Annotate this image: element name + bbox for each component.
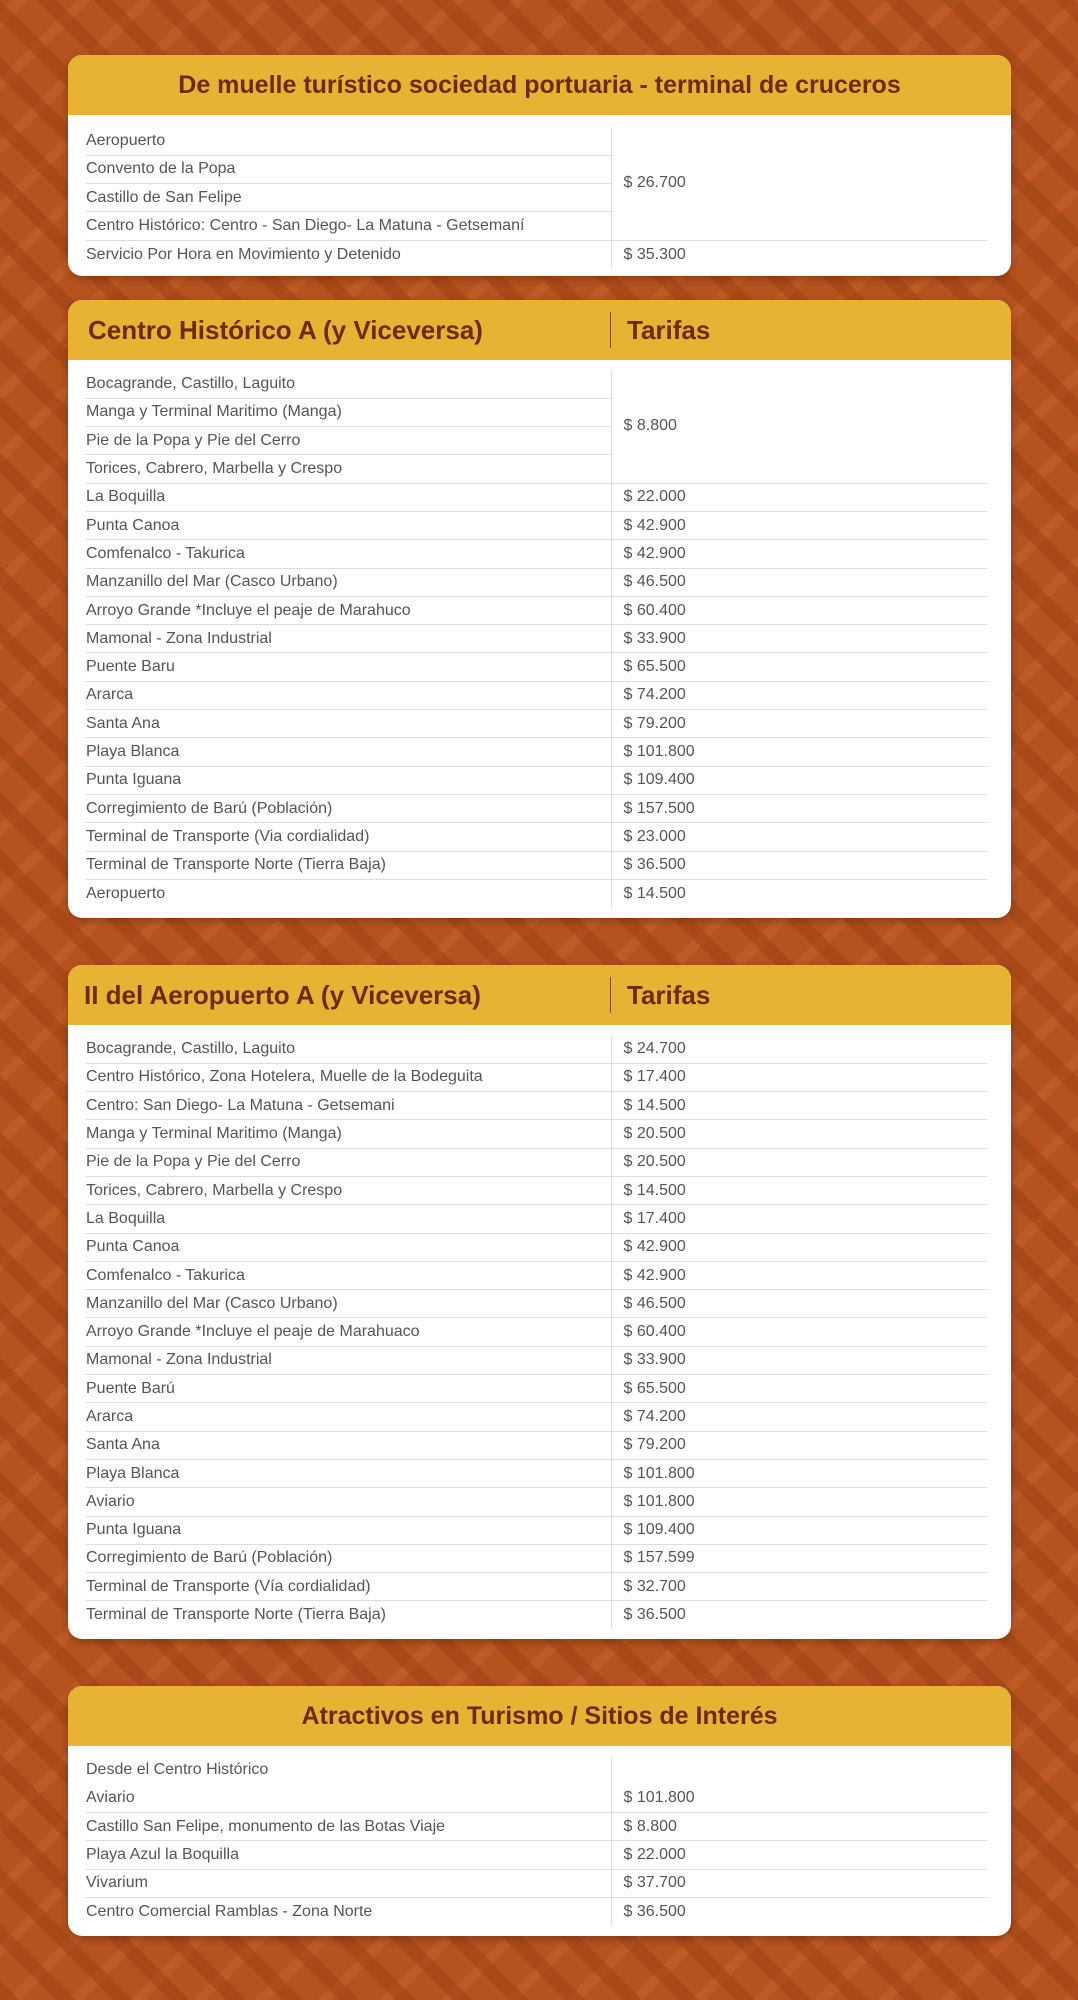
place-price: $ 157.599 bbox=[611, 1544, 987, 1572]
table-row bbox=[86, 511, 987, 539]
table-row bbox=[86, 540, 987, 568]
table-row bbox=[86, 1233, 987, 1261]
place-name: Manzanillo del Mar (Casco Urbano) bbox=[86, 1290, 611, 1318]
place-name: Terminal de Transporte Norte (Tierra Baja) bbox=[86, 851, 611, 879]
place-price: $ 20.500 bbox=[611, 1120, 987, 1148]
cruise-terminal-card bbox=[68, 55, 1011, 276]
place-name: Vivarium bbox=[86, 1869, 611, 1897]
place-name: Mamonal - Zona Industrial bbox=[86, 625, 611, 653]
place-price: $ 35.300 bbox=[623, 245, 686, 263]
place-price: $ 23.000 bbox=[611, 823, 987, 851]
place-name: Arroyo Grande *Incluye el peaje de Marahuaco bbox=[86, 1318, 611, 1346]
table-row bbox=[86, 1375, 987, 1403]
place-price: $ 46.500 bbox=[611, 1290, 987, 1318]
historic-center-header bbox=[68, 300, 1011, 360]
place-name: Punta Iguana bbox=[86, 766, 611, 794]
table-row bbox=[86, 625, 987, 653]
table-row bbox=[86, 483, 987, 511]
place-name: Playa Azul la Boquilla bbox=[86, 1841, 611, 1869]
table-row bbox=[86, 1318, 987, 1346]
table-row bbox=[86, 1176, 987, 1204]
place-name: Playa Blanca bbox=[86, 738, 611, 766]
table-row bbox=[86, 1148, 987, 1176]
place-name: La Boquilla bbox=[86, 1205, 611, 1233]
place-name: Centro Histórico: Centro - San Diego- La Matuna - Getsemaní bbox=[86, 212, 611, 240]
table-row bbox=[86, 1897, 987, 1925]
place-price: $ 20.500 bbox=[611, 1148, 987, 1176]
cruise-terminal-header bbox=[68, 55, 1011, 115]
table-row bbox=[86, 1544, 987, 1572]
table-row bbox=[86, 568, 987, 596]
airport-card bbox=[68, 965, 1011, 1639]
place-name: Centro Comercial Ramblas - Zona Norte bbox=[86, 1897, 611, 1925]
place-price: $ 42.900 bbox=[611, 1261, 987, 1289]
place-name: Bocagrande, Castillo, Laguito bbox=[86, 1035, 611, 1063]
place-name: Mamonal - Zona Industrial bbox=[86, 1346, 611, 1374]
tourism-title: Atractivos en Turismo / Sitios de Interés bbox=[301, 1701, 778, 1730]
historic-center-card bbox=[68, 300, 1011, 918]
place-name: Pie de la Popa y Pie del Cerro bbox=[86, 427, 611, 455]
place-price: $ 79.200 bbox=[611, 710, 987, 738]
tarifas-header: Tarifas bbox=[627, 979, 711, 1010]
place-price: $ 14.500 bbox=[611, 1176, 987, 1204]
place-price: $ 33.900 bbox=[611, 625, 987, 653]
place-name: Ararca bbox=[86, 681, 611, 709]
place-name: Ararca bbox=[86, 1403, 611, 1431]
place-price: $ 24.700 bbox=[611, 1035, 987, 1063]
place-name: Servicio Por Hora en Movimiento y Detenido bbox=[86, 240, 611, 268]
place-name: Manzanillo del Mar (Casco Urbano) bbox=[86, 568, 611, 596]
place-price: $ 36.500 bbox=[623, 1902, 686, 1920]
place-name: Centro Histórico, Zona Hotelera, Muelle de la Bodeguita bbox=[86, 1063, 611, 1091]
place-price: $ 109.400 bbox=[611, 766, 987, 794]
table-row bbox=[86, 851, 987, 879]
place-name: Castillo San Felipe, monumento de las Botas Viaje bbox=[86, 1813, 611, 1841]
table-row bbox=[86, 370, 987, 398]
cruise-terminal-title: De muelle turístico sociedad portuaria - terminal de cruceros bbox=[178, 70, 901, 99]
table-row bbox=[86, 879, 987, 907]
place-name: Corregimiento de Barú (Población) bbox=[86, 794, 611, 822]
place-name: Punta Canoa bbox=[86, 511, 611, 539]
place-name: Comfenalco - Takurica bbox=[86, 1261, 611, 1289]
place-name: Arroyo Grande *Incluye el peaje de Marahuco bbox=[86, 596, 611, 624]
table-row bbox=[86, 1459, 987, 1487]
tourism-card bbox=[68, 1686, 1011, 1936]
table-row bbox=[86, 1516, 987, 1544]
table-row bbox=[86, 766, 987, 794]
table-row bbox=[86, 1813, 987, 1841]
place-name: Torices, Cabrero, Marbella y Crespo bbox=[86, 1176, 611, 1204]
tarifas-header: Tarifas bbox=[627, 314, 711, 345]
place-price: $ 14.500 bbox=[611, 1092, 987, 1120]
place-name: Comfenalco - Takurica bbox=[86, 540, 611, 568]
table-row bbox=[86, 1756, 987, 1784]
place-name: Santa Ana bbox=[86, 710, 611, 738]
place-price: $ 101.800 bbox=[611, 1459, 987, 1487]
place-price: $ 60.400 bbox=[611, 1318, 987, 1346]
table-row bbox=[86, 1205, 987, 1233]
place-name: Torices, Cabrero, Marbella y Crespo bbox=[86, 455, 611, 483]
place-price: $ 22.000 bbox=[611, 1841, 987, 1869]
place-price: $ 46.500 bbox=[611, 568, 987, 596]
tourism-header bbox=[68, 1686, 1011, 1746]
place-price: $ 8.800 bbox=[611, 1813, 987, 1841]
table-row bbox=[86, 794, 987, 822]
cruise-terminal-table bbox=[86, 127, 987, 268]
place-price: $ 74.200 bbox=[611, 1403, 987, 1431]
table-row bbox=[86, 1120, 987, 1148]
place-name: Santa Ana bbox=[86, 1431, 611, 1459]
table-row bbox=[86, 596, 987, 624]
place-name: Centro: San Diego- La Matuna - Getsemani bbox=[86, 1092, 611, 1120]
place-name: Bocagrande, Castillo, Laguito bbox=[86, 370, 611, 398]
place-name: Punta Iguana bbox=[86, 1516, 611, 1544]
place-name: Castillo de San Felipe bbox=[86, 184, 611, 212]
place-price: $ 74.200 bbox=[611, 681, 987, 709]
place-price: $ 42.900 bbox=[611, 1233, 987, 1261]
place-name: Aeropuerto bbox=[86, 127, 611, 155]
place-price: $ 17.400 bbox=[611, 1063, 987, 1091]
place-name: Terminal de Transporte Norte (Tierra Baja) bbox=[86, 1601, 611, 1629]
place-price: $ 32.700 bbox=[611, 1573, 987, 1601]
place-price: $ 36.500 bbox=[611, 851, 987, 879]
historic-center-title: Centro Histórico A (y Viceversa) bbox=[68, 312, 611, 348]
table-row bbox=[86, 681, 987, 709]
table-row bbox=[86, 653, 987, 681]
place-price: $ 101.800 bbox=[611, 738, 987, 766]
place-price: $ 17.400 bbox=[611, 1205, 987, 1233]
place-price: $ 65.500 bbox=[611, 1375, 987, 1403]
place-name: Pie de la Popa y Pie del Cerro bbox=[86, 1148, 611, 1176]
group-price: $ 8.800 bbox=[611, 370, 987, 483]
table-row bbox=[86, 1290, 987, 1318]
table-row bbox=[86, 1035, 987, 1063]
table-row bbox=[86, 1601, 987, 1629]
place-price: $ 101.800 bbox=[611, 1784, 987, 1812]
place-name: Puente Barú bbox=[86, 1375, 611, 1403]
place-name: Aviario bbox=[86, 1784, 611, 1812]
group-price: $ 26.700 bbox=[611, 127, 987, 240]
place-price: $ 109.400 bbox=[611, 1516, 987, 1544]
table-row bbox=[86, 1841, 987, 1869]
place-price: $ 33.900 bbox=[611, 1346, 987, 1374]
airport-title: II del Aeropuerto A (y Viceversa) bbox=[68, 977, 611, 1013]
table-row bbox=[86, 823, 987, 851]
place-name: Playa Blanca bbox=[86, 1459, 611, 1487]
table-row bbox=[86, 1261, 987, 1289]
place-price: $ 157.500 bbox=[611, 794, 987, 822]
place-price: $ 22.000 bbox=[611, 483, 987, 511]
place-price: $ 42.900 bbox=[611, 540, 987, 568]
table-row bbox=[86, 1784, 987, 1812]
place-price: $ 101.800 bbox=[611, 1488, 987, 1516]
subheading: Desde el Centro Histórico bbox=[86, 1756, 611, 1784]
table-row bbox=[86, 1431, 987, 1459]
place-price: $ 36.500 bbox=[623, 1606, 686, 1624]
table-row bbox=[86, 1092, 987, 1120]
table-row bbox=[86, 710, 987, 738]
place-name: Punta Canoa bbox=[86, 1233, 611, 1261]
place-name: Manga y Terminal Maritimo (Manga) bbox=[86, 1120, 611, 1148]
table-row bbox=[86, 1488, 987, 1516]
tourism-table bbox=[86, 1756, 987, 1926]
place-name: Aeropuerto bbox=[86, 879, 611, 907]
table-row bbox=[86, 240, 987, 268]
airport-table bbox=[86, 1035, 987, 1629]
place-name: Aviario bbox=[86, 1488, 611, 1516]
table-row bbox=[86, 1063, 987, 1091]
table-row bbox=[86, 1346, 987, 1374]
place-price: $ 65.500 bbox=[611, 653, 987, 681]
table-row bbox=[86, 738, 987, 766]
empty-price bbox=[611, 1756, 987, 1784]
place-price: $ 37.700 bbox=[611, 1869, 987, 1897]
place-name: Terminal de Transporte (Vía cordialidad) bbox=[86, 1573, 611, 1601]
airport-header bbox=[68, 965, 1011, 1025]
place-name: Puente Baru bbox=[86, 653, 611, 681]
place-price: $ 42.900 bbox=[611, 511, 987, 539]
place-name: Terminal de Transporte (Via cordialidad) bbox=[86, 823, 611, 851]
place-name: Corregimiento de Barú (Población) bbox=[86, 1544, 611, 1572]
table-row bbox=[86, 1573, 987, 1601]
table-row bbox=[86, 127, 987, 155]
place-name: Convento de la Popa bbox=[86, 155, 611, 183]
place-name: La Boquilla bbox=[86, 483, 611, 511]
historic-center-table bbox=[86, 370, 987, 908]
place-name: Manga y Terminal Maritimo (Manga) bbox=[86, 398, 611, 426]
table-row bbox=[86, 1403, 987, 1431]
place-price: $ 79.200 bbox=[611, 1431, 987, 1459]
place-price: $ 14.500 bbox=[623, 884, 686, 902]
table-row bbox=[86, 1869, 987, 1897]
place-price: $ 60.400 bbox=[611, 596, 987, 624]
